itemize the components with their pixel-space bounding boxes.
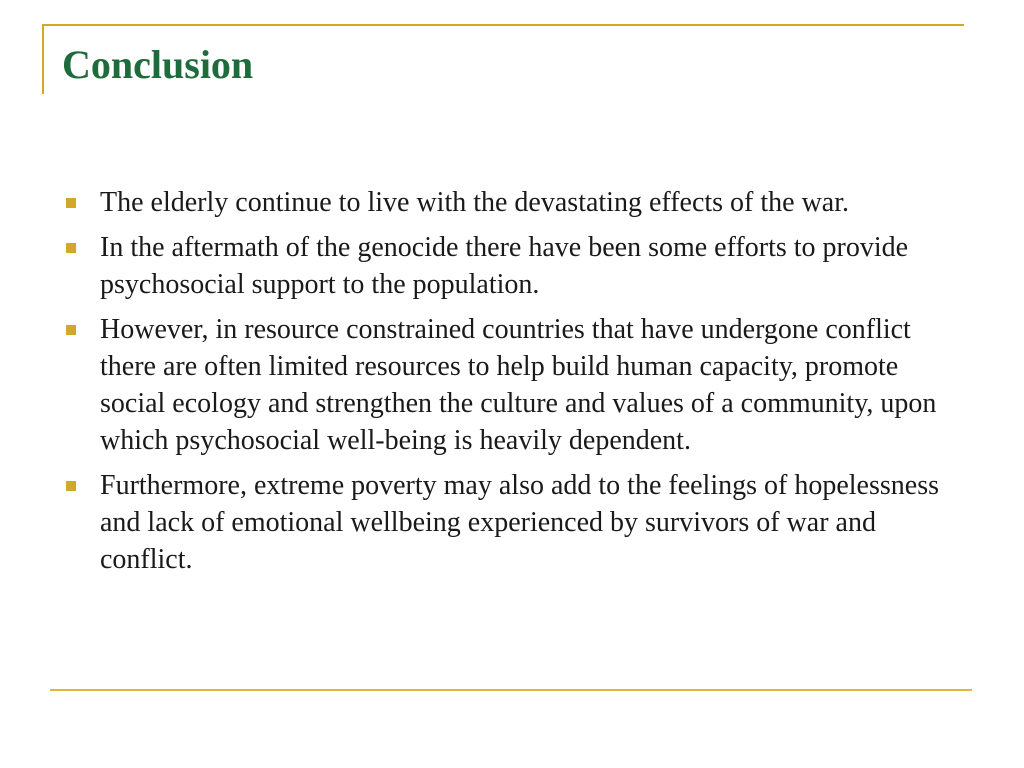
left-border-line [42, 24, 44, 94]
slide-title: Conclusion [62, 42, 254, 87]
square-bullet-icon [66, 325, 76, 335]
bullet-text: The elderly continue to live with the devastating effects of the war. [100, 187, 850, 218]
bullet-item [60, 467, 960, 578]
square-bullet-icon [66, 198, 76, 208]
bullet-text: In the aftermath of the genocide there have been some efforts to provide psychosocial support to the population. [100, 232, 909, 300]
bottom-border-line [50, 689, 972, 691]
bullet-item [60, 311, 960, 459]
bullet-text: Furthermore, extreme poverty may also add to the feelings of hopelessness and lack of emotional wellbeing experienced by survivors of war and conflict. [100, 470, 939, 575]
bullet-list [60, 184, 960, 586]
top-border-line [42, 24, 964, 26]
square-bullet-icon [66, 243, 76, 253]
bullet-text: However, in resource constrained countries that have undergone conflict there are often limited resources to help build human capacity, promote social ecology and strengthen the culture and values of a community, upon which psychosocial well-being is heavily dependent. [100, 314, 937, 456]
bullet-item [60, 184, 960, 221]
bullet-item [60, 229, 960, 303]
square-bullet-icon [66, 481, 76, 491]
